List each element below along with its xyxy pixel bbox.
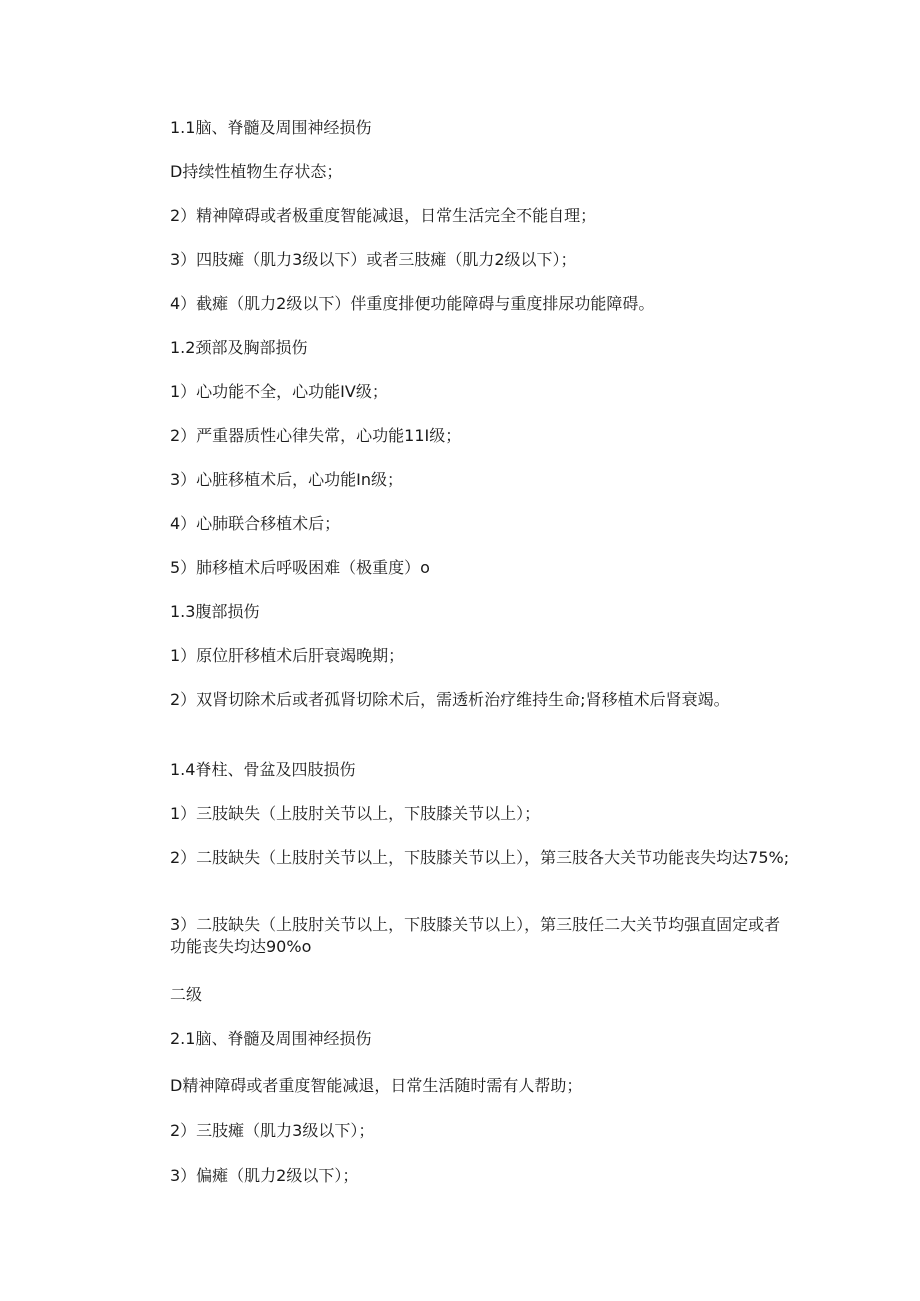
list-item: D精神障碍或者重度智能减退，日常生活随时需有人帮助； [170, 1076, 583, 1095]
section-heading-1-4: 1.4脊柱、骨盆及四肢损伤 [170, 760, 356, 779]
list-item: 5）肺移植术后呼吸困难（极重度）o [170, 558, 430, 577]
list-item: 2）精神障碍或者极重度智能减退，日常生活完全不能自理； [170, 206, 597, 225]
list-item: 3）心脏移植术后，心功能In级； [170, 470, 404, 489]
section-heading-1-3: 1.3腹部损伤 [170, 602, 260, 621]
list-item: 3）四肢瘫（肌力3级以下）或者三肢瘫（肌力2级以下）； [170, 250, 577, 269]
list-item: 1）原位肝移植术后肝衰竭晚期； [170, 646, 405, 665]
level-heading-2: 二级 [170, 985, 203, 1004]
section-heading-1-1: 1.1脑、脊髓及周围神经损伤 [170, 118, 372, 137]
list-item: D持续性植物生存状态； [170, 162, 343, 181]
section-heading-2-1: 2.1脑、脊髓及周围神经损伤 [170, 1029, 372, 1048]
list-item: 2）严重器质性心律失常，心功能11I级； [170, 426, 462, 445]
list-item: 4）截瘫（肌力2级以下）伴重度排便功能障碍与重度排尿功能障碍。 [170, 294, 655, 313]
list-item: 4）心肺联合移植术后； [170, 514, 341, 533]
list-item: 3）二肢缺失（上肢肘关节以上，下肢膝关节以上），第三肢任二大关节均强直固定或者功能丧失均达90%o [170, 915, 781, 956]
list-item: 2）三肢瘫（肌力3级以下）； [170, 1121, 375, 1140]
list-item: 2）二肢缺失（上肢肘关节以上，下肢膝关节以上），第三肢各大关节功能丧失均达75%; [170, 848, 790, 867]
list-item: 2）双肾切除术后或者孤肾切除术后，需透析治疗维持生命;肾移植术后肾衰竭。 [170, 690, 730, 709]
list-item: 1）心功能不全，心功能IV级； [170, 382, 388, 401]
list-item: 1）三肢缺失（上肢肘关节以上，下肢膝关节以上）； [170, 804, 541, 823]
section-heading-1-2: 1.2颈部及胸部损伤 [170, 338, 308, 357]
list-item: 3）偏瘫（肌力2级以下）； [170, 1166, 359, 1185]
